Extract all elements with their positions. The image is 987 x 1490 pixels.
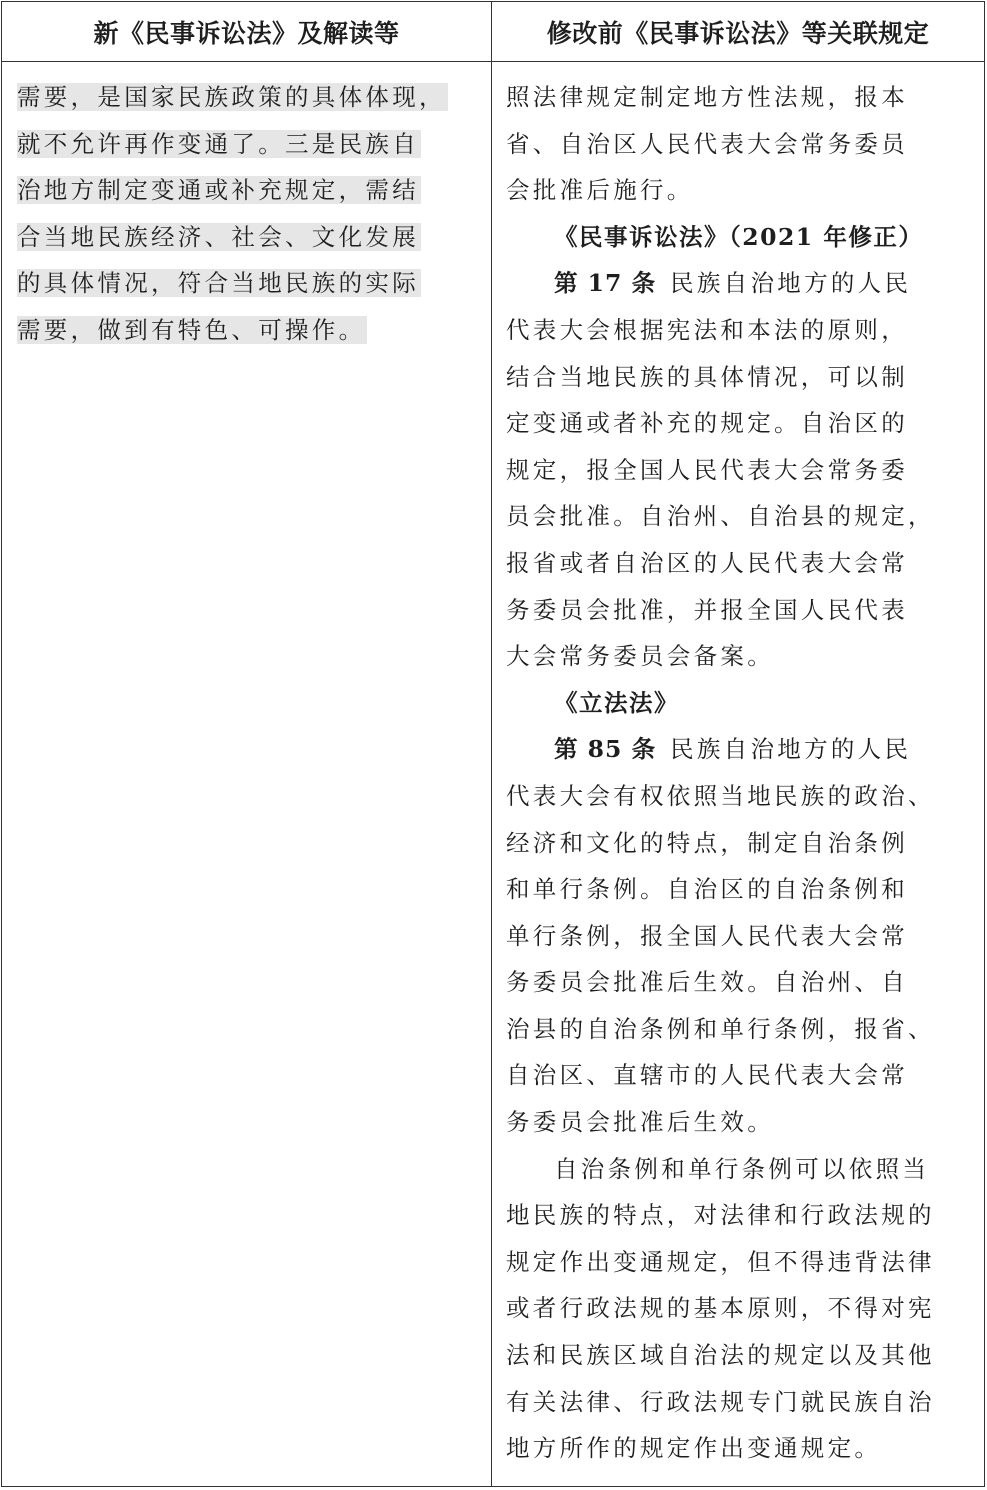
law2-line: 经济和文化的特点，制定自治条例 xyxy=(506,828,908,857)
law2-line: 自治区、直辖市的人民代表大会常 xyxy=(506,1061,908,1090)
law2-line: 代表大会有权依照当地民族的政治、 xyxy=(506,781,935,810)
law2-para2-line: 地民族的特点，对法律和行政法规的 xyxy=(506,1201,935,1230)
left-line: 治地方制定变通或补充规定，需结 xyxy=(17,176,419,205)
law2-line: 治县的自治条例和单行条例，报省、 xyxy=(506,1014,935,1043)
intro-line: 照法律规定制定地方性法规，报本 xyxy=(506,83,908,111)
law1-line: 结合当地民族的具体情况，可以制 xyxy=(506,362,908,391)
intro-line: 会批准后施行。 xyxy=(506,176,694,205)
law1-first-line xyxy=(506,260,984,307)
law1-line: 民族自治地方的人民 xyxy=(670,269,912,298)
comparison-table xyxy=(1,1,985,1487)
law2-para2-line: 法和民族区域自治法的规定以及其他 xyxy=(506,1341,935,1370)
law2-para2-line: 自治条例和单行条例可以依照当 xyxy=(554,1154,930,1183)
header-right: 修改前《民事诉讼法》等关联规定 xyxy=(492,2,985,62)
intro-line: 省、自治区人民代表大会常务委员 xyxy=(506,129,908,158)
law2-article-number: 第 85 条 xyxy=(554,735,657,764)
left-line: 需要，做到有特色、可操作。 xyxy=(17,315,366,344)
law1-line: 务委员会批准，并报全国人民代表 xyxy=(506,595,908,624)
header-row xyxy=(2,2,985,62)
law2-para2-line: 地方所作的规定作出变通规定。 xyxy=(506,1434,882,1463)
law1-line: 规定，报全国人民代表大会常务委 xyxy=(506,455,908,484)
left-text xyxy=(2,62,491,354)
left-line: 的具体情况，符合当地民族的实际 xyxy=(17,269,419,298)
right-text xyxy=(492,62,984,1472)
law2-line: 和单行条例。自治区的自治条例和 xyxy=(506,875,908,904)
header-left: 新《民事诉讼法》及解读等 xyxy=(2,2,492,62)
law2-para2-line: 规定作出变通规定，但不得违背法律 xyxy=(506,1247,935,1276)
law2-para2-line: 有关法律、行政法规专门就民族自治 xyxy=(506,1387,935,1416)
law1-article-number: 第 17 条 xyxy=(554,269,657,298)
law2-title: 《立法法》 xyxy=(554,688,679,717)
left-line: 合当地民族经济、社会、文化发展 xyxy=(17,222,419,251)
left-line: 就不允许再作变通了。三是民族自 xyxy=(17,129,419,158)
law2-line: 务委员会批准后生效。自治州、自 xyxy=(506,968,908,997)
law2-line: 民族自治地方的人民 xyxy=(670,735,912,764)
right-cell xyxy=(492,62,985,1487)
law2-line: 单行条例，报全国人民代表大会常 xyxy=(506,921,908,950)
law1-line: 大会常务委员会备案。 xyxy=(506,642,774,671)
body-row xyxy=(2,62,985,1487)
law1-title: 《民事诉讼法》（2021 年修正） xyxy=(554,222,924,251)
law1-line: 定变通或者补充的规定。自治区的 xyxy=(506,409,908,438)
law1-line: 员会批准。自治州、自治县的规定， xyxy=(506,502,935,531)
law1-line: 报省或者自治区的人民代表大会常 xyxy=(506,548,908,577)
law1-line: 代表大会根据宪法和本法的原则， xyxy=(506,315,908,344)
law2-line: 务委员会批准后生效。 xyxy=(506,1108,774,1137)
law2-first-line xyxy=(506,726,984,773)
left-line: 需要，是国家民族政策的具体体现， xyxy=(17,83,446,111)
left-cell xyxy=(2,62,492,1487)
law2-para2-line: 或者行政法规的基本原则，不得对宪 xyxy=(506,1294,935,1323)
